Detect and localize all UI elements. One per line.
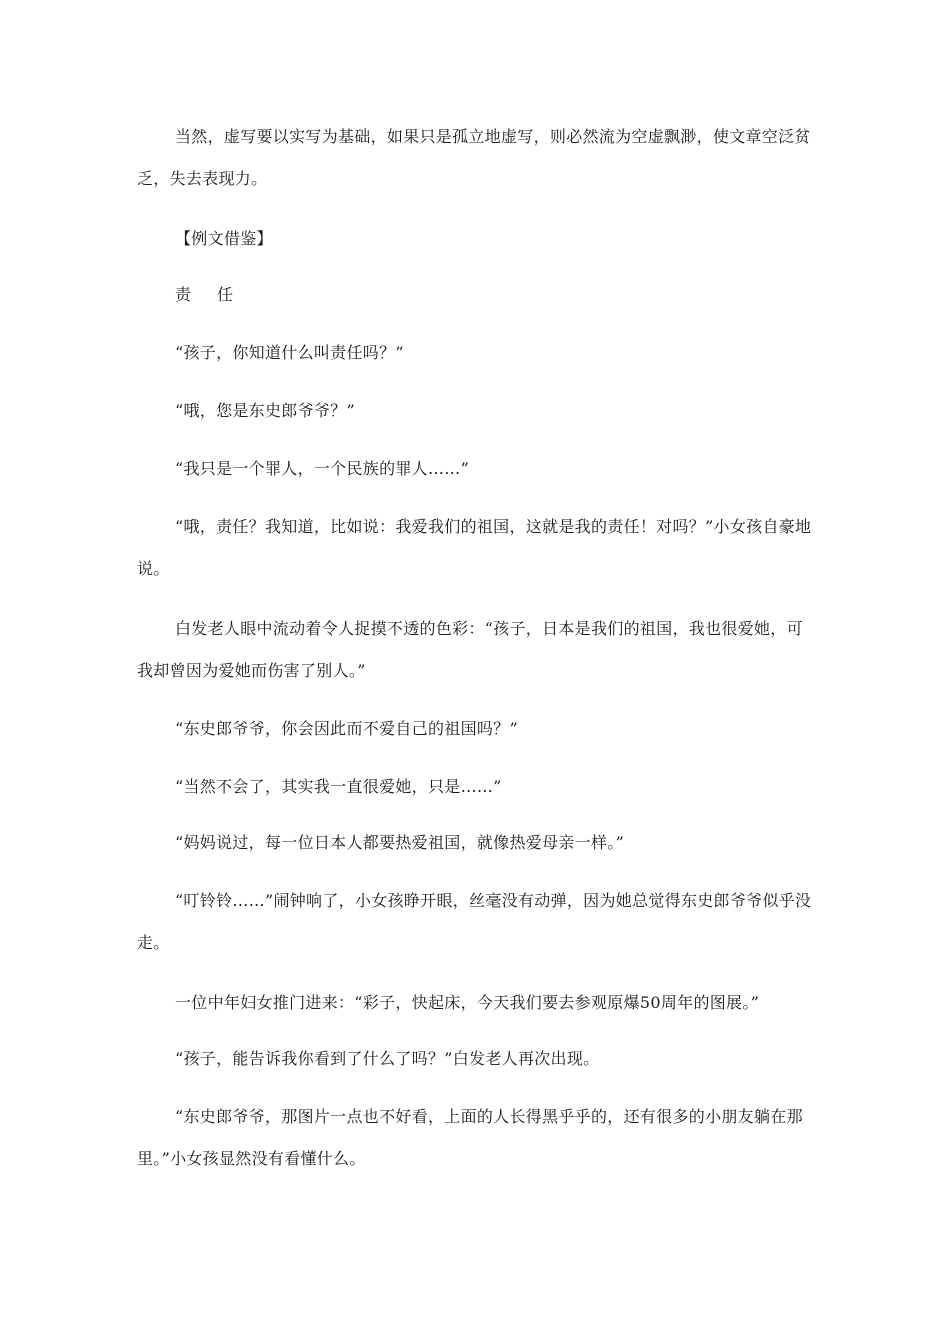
dialogue-paragraph: “东史郎爷爷，你会因此而不爱自己的祖国吗？”: [175, 719, 518, 738]
dialogue-paragraph: “哦，您是东史郎爷爷？”: [175, 401, 355, 420]
dialogue-paragraph: “我只是一个罪人，一个民族的罪人……”: [175, 459, 470, 478]
section-heading: 【例文借鉴】: [175, 229, 273, 248]
narrative-paragraph: 白发老人眼中流动着令人捉摸不透的色彩：“孩子，日本是我们的祖国，我也很爱她，可我却曾因为爱她而伤害了别人。”: [137, 619, 803, 680]
paragraph-intro: 当然，虚写要以实写为基础，如果只是孤立地虚写，则必然流为空虚飘渺，使文章空泛贫乏，失去表现力。: [137, 127, 811, 188]
dialogue-paragraph: “孩子，你知道什么叫责任吗？”: [175, 343, 404, 362]
essay-title-char-1: 责: [175, 285, 192, 304]
narrative-paragraph: 一位中年妇女推门进来：“彩子，快起床，今天我们要去参观原爆50周年的图展。”: [175, 993, 760, 1012]
dialogue-paragraph: “东史郎爷爷，那图片一点也不好看，上面的人长得黑乎乎的，还有很多的小朋友躺在那里。”小女孩显然没有看懂什么。: [137, 1107, 803, 1168]
dialogue-paragraph: “妈妈说过，每一位日本人都要热爱祖国，就像热爱母亲一样。”: [175, 833, 625, 852]
narrative-paragraph: “叮铃铃……”闹钟响了，小女孩睁开眼，丝毫没有动弹，因为她总觉得东史郎爷爷似乎没走。: [137, 891, 812, 952]
dialogue-paragraph: “孩子，能告诉我你看到了什么了吗？”白发老人再次出现。: [175, 1049, 600, 1068]
essay-title: [137, 274, 813, 316]
essay-title-char-2: 任: [217, 285, 234, 304]
dialogue-paragraph: “当然不会了，其实我一直很爱她，只是……”: [175, 777, 502, 796]
dialogue-paragraph: “哦，责任？我知道，比如说：我爱我们的祖国，这就是我的责任！对吗？”小女孩自豪地说。: [137, 517, 812, 578]
